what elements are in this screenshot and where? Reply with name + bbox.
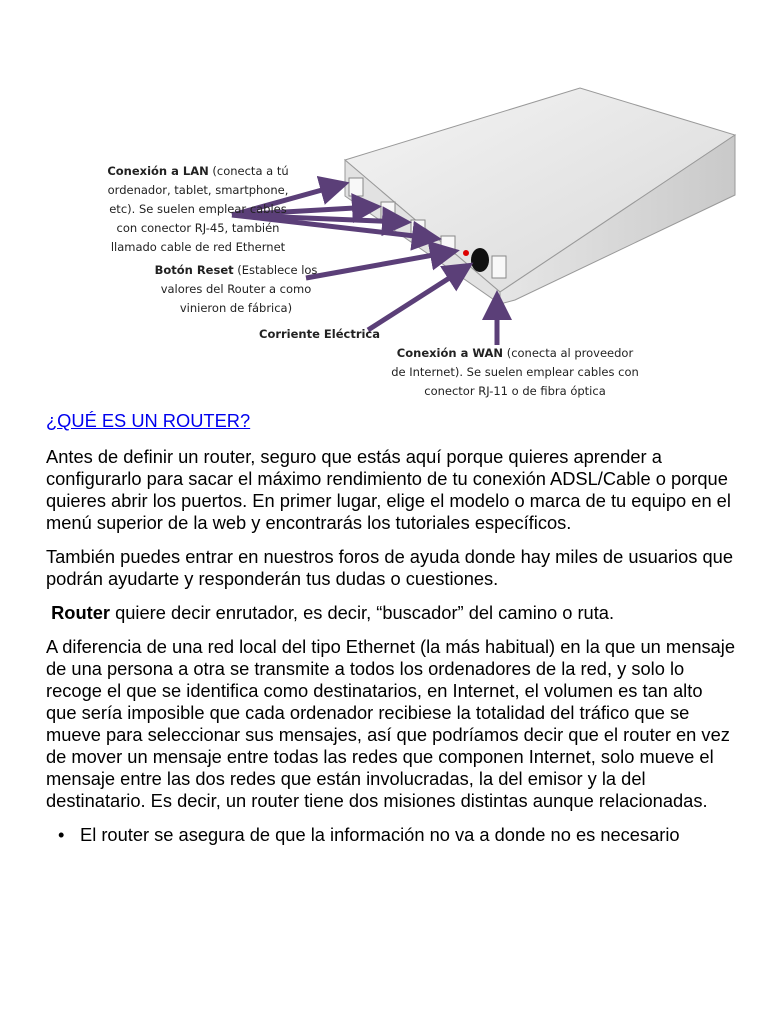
reset-button xyxy=(463,250,469,256)
reset-label: Botón Reset (Establece los valores del Router a como vinieron de fábrica) xyxy=(154,263,318,315)
wan-label: Conexión a WAN (conecta al proveedor de Internet). Se suelen emplear cables con conector RJ-11 o de fibra óptica xyxy=(391,346,639,398)
bullet-icon: • xyxy=(58,824,65,845)
paragraph-3: Router quiere decir enrutador, es decir, “buscador” del camino o ruta. xyxy=(51,602,615,623)
article xyxy=(46,410,736,846)
lan-label: Conexión a LAN (conecta a tú ordenador, tablet, smartphone, etc). Se suelen emplear cables con conector RJ-45, también llamado cable de red Ethernet xyxy=(107,164,289,254)
wan-port xyxy=(492,256,506,278)
power-label: Corriente Eléctrica xyxy=(259,327,381,341)
router-diagram xyxy=(0,0,768,400)
list-item: • El router se asegura de que la información no va a donde no es necesario xyxy=(58,824,680,845)
power-jack xyxy=(471,248,489,272)
paragraph-1: Antes de definir un router, seguro que estás aquí porque quieres aprender a configurarlo para sacar el máximo rendimiento de tu conexión ADSL/Cable o porque quieres abrir los puertos. En primer lugar, elige el modelo o marca de tu equipo en el menú superior de la web y encontrarás los tutoriales específicos. xyxy=(46,446,731,533)
paragraph-2: También puedes entrar en nuestros foros de ayuda donde hay miles de usuarios que podrán ayudarte y responderán tus dudas o cuestiones. xyxy=(46,546,734,589)
bullet-list xyxy=(46,824,736,846)
paragraph-4: A diferencia de una red local del tipo Ethernet (la más habitual) en la que un mensaje de una persona a otra se transmite a todos los ordenadores de la red, y solo lo recoge el que se identifica como destinatarios, en Internet, el volumen es tan alto que sería imposible que cada ordenador recibiese la totalidad del tráfico que se mueve para seleccionar sus mensajes, así que podríamos decir que el router en vez de mover un mensaje entre todas las redes que componen Internet, solo mueve el mensaje entre las dos redes que están involucradas, la del emisor y la del destinatario. Es decir, un router tiene dos misiones distintas aunque relacionadas. xyxy=(46,636,736,811)
article-title-link[interactable]: ¿QUÉ ES UN ROUTER? xyxy=(46,410,251,431)
